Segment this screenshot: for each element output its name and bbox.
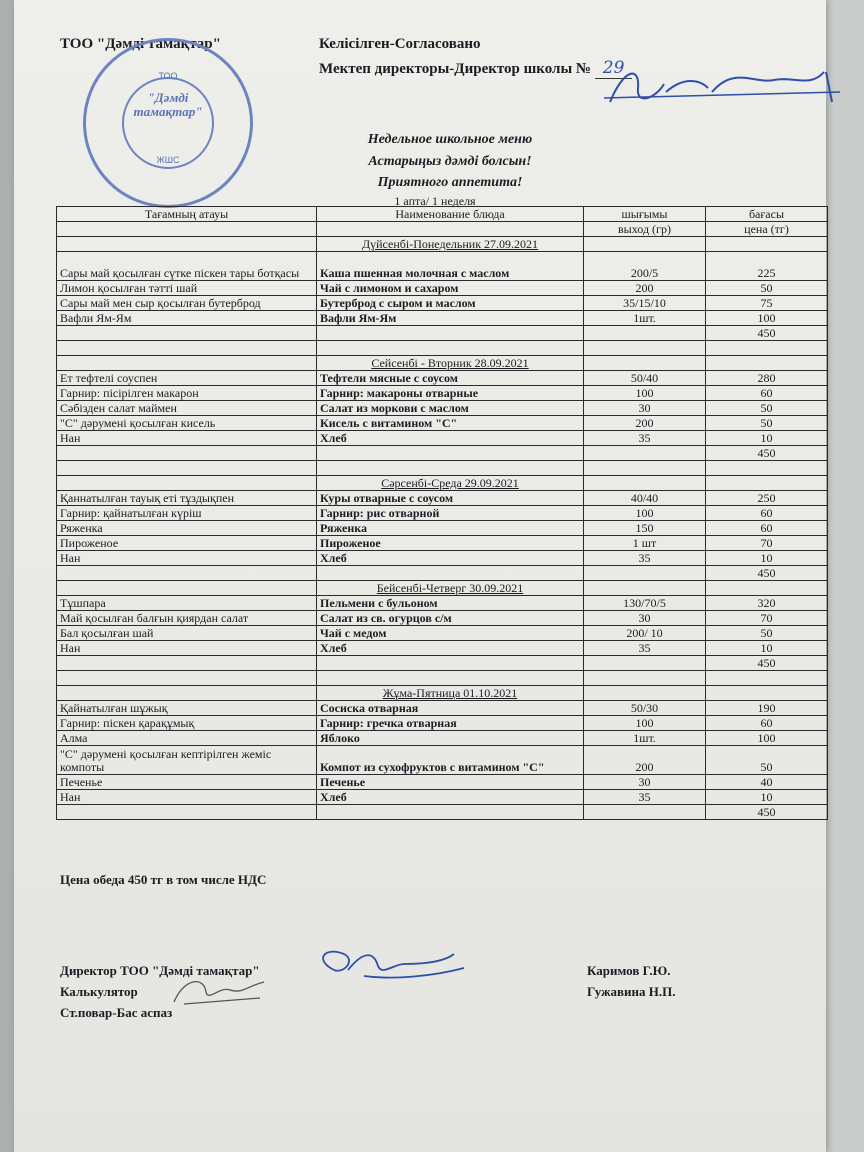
menu-table [56,206,828,820]
school-number: 29 [595,58,633,79]
dish-yield: 30 [584,401,706,416]
blank-cell [706,476,828,491]
table-row [57,536,828,551]
dish-price: 100 [706,731,828,746]
table-row [57,626,828,641]
day-total-price: 450 [706,566,828,581]
dish-price: 50 [706,746,828,775]
dish-yield: 35 [584,641,706,656]
dish-price: 225 [706,252,828,281]
spacer-row [57,341,828,356]
dish-name-ru: Салат из моркови с маслом [317,401,584,416]
dish-name-ru: Хлеб [317,551,584,566]
table-row [57,611,828,626]
dish-name-kz: Нан [57,641,317,656]
dish-name-kz: Алма [57,731,317,746]
blank-cell [584,356,706,371]
blank-cell [57,356,317,371]
director-line-label: Мектеп директоры-Директор школы № [319,61,591,77]
col-header-price-kz: бағасы [706,207,828,222]
day-total-row [57,326,828,341]
blank-cell [706,686,828,701]
blank-cell [317,222,584,237]
dish-name-kz: Печенье [57,775,317,790]
dish-price: 75 [706,296,828,311]
dish-yield: 30 [584,775,706,790]
calculator-signature [164,972,274,1012]
blank-cell [57,341,317,356]
table-row [57,775,828,790]
dish-yield: 50/30 [584,701,706,716]
dish-price: 60 [706,386,828,401]
dish-price: 250 [706,491,828,506]
company-name: ТОО "Дәмді тамақтар" [60,36,221,52]
director-signature [304,940,474,990]
dish-name-kz: Қайнатылған шұжық [57,701,317,716]
blank-cell [584,805,706,820]
dish-price: 190 [706,701,828,716]
blank-cell [584,581,706,596]
day-total-row [57,656,828,671]
dish-price: 70 [706,536,828,551]
dish-yield: 200 [584,416,706,431]
table-header-row-2 [57,222,828,237]
dish-price: 10 [706,790,828,805]
dish-price: 10 [706,551,828,566]
dish-name-kz: "С" дәрумені қосылған кептірілген жеміс компоты [57,746,317,775]
table-row [57,281,828,296]
col-header-price-ru: цена (тг) [706,222,828,237]
table-row [57,716,828,731]
dish-price: 50 [706,416,828,431]
dish-name-kz: Қаннатылған тауық еті тұздықпен [57,491,317,506]
day-title: Бейсенбі-Четверг 30.09.2021 [317,581,584,596]
table-row [57,596,828,611]
blank-cell [317,326,584,341]
blank-cell [584,476,706,491]
blank-cell [706,356,828,371]
dish-yield: 30 [584,611,706,626]
dish-name-ru: Пельмени с бульоном [317,596,584,611]
day-header-row [57,476,828,491]
blank-cell [57,656,317,671]
calculator-name: Гужавина Н.П. [587,984,676,999]
dish-yield: 35/15/10 [584,296,706,311]
dish-yield: 150 [584,521,706,536]
price-note: Цена обеда 450 тг в том числе НДС [60,872,267,887]
table-row [57,311,828,326]
dish-price: 10 [706,641,828,656]
blank-cell [57,566,317,581]
col-header-yield-ru: выход (гр) [584,222,706,237]
dish-name-kz: Тұшпара [57,596,317,611]
table-row [57,641,828,656]
director-title: Директор ТОО "Дәмді тамақтар" [60,963,260,978]
stamp-top-text: ТОО [158,71,178,81]
blank-cell [57,446,317,461]
dish-price: 40 [706,775,828,790]
dish-yield: 200 [584,746,706,775]
blank-cell [706,581,828,596]
stamp-bottom-text: ЖШС [156,155,180,165]
day-title: Дүйсенбі-Понедельник 27.09.2021 [317,237,584,252]
dish-yield: 100 [584,506,706,521]
day-total-price: 450 [706,656,828,671]
col-header-yield-kz: шығымы [584,207,706,222]
dish-yield: 40/40 [584,491,706,506]
dish-name-ru: Яблоко [317,731,584,746]
dish-price: 50 [706,401,828,416]
dish-name-ru: Ряженка [317,521,584,536]
day-header-row [57,686,828,701]
dish-price: 320 [706,596,828,611]
dish-name-kz: Нан [57,551,317,566]
dish-name-ru: Тефтели мясные с соусом [317,371,584,386]
title-greeting-kz: Астарыңыз дәмді болсын! [368,154,532,169]
blank-cell [317,671,584,686]
day-total-price: 450 [706,326,828,341]
table-row [57,701,828,716]
blank-cell [57,686,317,701]
director-signature-mark [604,58,844,114]
title-greeting-ru: Приятного аппетита! [377,175,523,190]
dish-yield: 100 [584,716,706,731]
dish-name-ru: Компот из сухофруктов с витамином "С" [317,746,584,775]
dish-name-kz: Ет тефтелі соуспен [57,371,317,386]
menu-document [14,0,826,1152]
table-row [57,296,828,311]
dish-yield: 200 [584,281,706,296]
blank-cell [57,671,317,686]
background-wall [824,0,864,1152]
blank-cell [57,805,317,820]
dish-yield: 1шт. [584,731,706,746]
day-header-row [57,581,828,596]
dish-yield: 35 [584,551,706,566]
dish-name-ru: Хлеб [317,641,584,656]
stamp-name-line1: "Дәмді [147,90,189,105]
dish-name-ru: Печенье [317,775,584,790]
dish-name-ru: Салат из св. огурцов с/м [317,611,584,626]
day-header-row [57,356,828,371]
dish-name-ru: Хлеб [317,431,584,446]
table-row [57,521,828,536]
table-row [57,746,828,775]
blank-cell [317,461,584,476]
blank-cell [317,656,584,671]
approval-label: Келісілген-Согласовано [319,36,481,52]
col-header-kz: Тағамның атауы [57,207,317,222]
blank-cell [584,686,706,701]
dish-name-kz: Сары май мен сыр қосылған бутерброд [57,296,317,311]
blank-cell [584,566,706,581]
dish-name-ru: Хлеб [317,790,584,805]
dish-yield: 130/70/5 [584,596,706,611]
blank-cell [706,237,828,252]
dish-name-ru: Кисель с витамином "С" [317,416,584,431]
blank-cell [57,237,317,252]
blank-cell [706,671,828,686]
dish-name-kz: Май қосылған балғын қиярдан салат [57,611,317,626]
dish-price: 60 [706,716,828,731]
dish-name-ru: Куры отварные с соусом [317,491,584,506]
dish-name-ru: Сосиска отварная [317,701,584,716]
day-total-price: 450 [706,446,828,461]
table-row [57,551,828,566]
table-row [57,371,828,386]
table-row [57,731,828,746]
blank-cell [317,446,584,461]
dish-name-ru: Гарнир: макароны отварные [317,386,584,401]
menu-table-body [57,207,828,820]
blank-cell [584,656,706,671]
blank-cell [317,341,584,356]
day-title: Сейсенбі - Вторник 28.09.2021 [317,356,584,371]
dish-name-kz: Бал қосылған шай [57,626,317,641]
dish-price: 60 [706,521,828,536]
blank-cell [584,341,706,356]
dish-name-ru: Бутерброд с сыром и маслом [317,296,584,311]
blank-cell [584,446,706,461]
director-line [319,58,632,78]
day-total-row [57,566,828,581]
dish-name-kz: Гарнир: қайнатылған күріш [57,506,317,521]
dish-name-kz: Сәбізден салат маймен [57,401,317,416]
week-label: 1 апта/ 1 неделя [394,194,476,208]
dish-name-ru: Каша пшенная молочная с маслом [317,252,584,281]
blank-cell [317,805,584,820]
dish-yield: 1 шт [584,536,706,551]
table-row [57,401,828,416]
blank-cell [584,671,706,686]
dish-price: 280 [706,371,828,386]
dish-price: 10 [706,431,828,446]
blank-cell [317,566,584,581]
col-header-ru: Наименование блюда [317,207,584,222]
blank-cell [584,237,706,252]
dish-name-kz: "С" дәрумені қосылған кисель [57,416,317,431]
table-row [57,491,828,506]
table-header-row-1 [57,207,828,222]
stamp-name [86,91,250,119]
blank-cell [584,461,706,476]
blank-cell [57,461,317,476]
blank-cell [706,461,828,476]
day-title: Сәрсенбі-Среда 29.09.2021 [317,476,584,491]
blank-cell [57,222,317,237]
spacer-row [57,671,828,686]
dish-price: 50 [706,281,828,296]
stamp-name-line2: тамақтар" [133,104,203,119]
dish-name-kz: Лимон қосылған тәтті шай [57,281,317,296]
dish-yield: 200/ 10 [584,626,706,641]
dish-yield: 200/5 [584,252,706,281]
dish-name-kz: Гарнир: пісірілген макарон [57,386,317,401]
dish-name-kz: Нан [57,790,317,805]
dish-price: 60 [706,506,828,521]
day-title: Жұма-Пятница 01.10.2021 [317,686,584,701]
day-total-row [57,446,828,461]
dish-name-ru: Вафли Ям-Ям [317,311,584,326]
director-name: Каримов Г.Ю. [587,963,671,978]
dish-name-ru: Чай с лимоном и сахаром [317,281,584,296]
table-row [57,416,828,431]
dish-price: 100 [706,311,828,326]
title-weekly-menu: Недельное школьное меню [367,132,533,147]
calculator-title: Калькулятор [60,984,138,999]
blank-cell [57,581,317,596]
dish-name-ru: Гарнир: рис отварной [317,506,584,521]
dish-name-kz: Гарнир: піскен қарақұмық [57,716,317,731]
table-row [57,506,828,521]
table-row [57,790,828,805]
blank-cell [706,341,828,356]
dish-name-ru: Пироженое [317,536,584,551]
table-row [57,386,828,401]
dish-name-kz: Вафли Ям-Ям [57,311,317,326]
blank-cell [57,326,317,341]
dish-yield: 50/40 [584,371,706,386]
dish-name-kz: Сары май қосылған сүтке піскен тары ботқасы [57,252,317,281]
blank-cell [57,476,317,491]
dish-name-kz: Пироженое [57,536,317,551]
day-total-price: 450 [706,805,828,820]
dish-name-kz: Нан [57,431,317,446]
dish-yield: 35 [584,790,706,805]
dish-price: 70 [706,611,828,626]
table-row [57,431,828,446]
blank-cell [584,326,706,341]
dish-name-ru: Чай с медом [317,626,584,641]
dish-price: 50 [706,626,828,641]
table-row [57,252,828,281]
dish-name-kz: Ряженка [57,521,317,536]
chef-title: Ст.повар-Бас аспаз [60,1005,173,1020]
dish-name-ru: Гарнир: гречка отварная [317,716,584,731]
dish-yield: 100 [584,386,706,401]
dish-yield: 1шт. [584,311,706,326]
day-header-row [57,237,828,252]
spacer-row [57,461,828,476]
dish-yield: 35 [584,431,706,446]
day-total-row [57,805,828,820]
